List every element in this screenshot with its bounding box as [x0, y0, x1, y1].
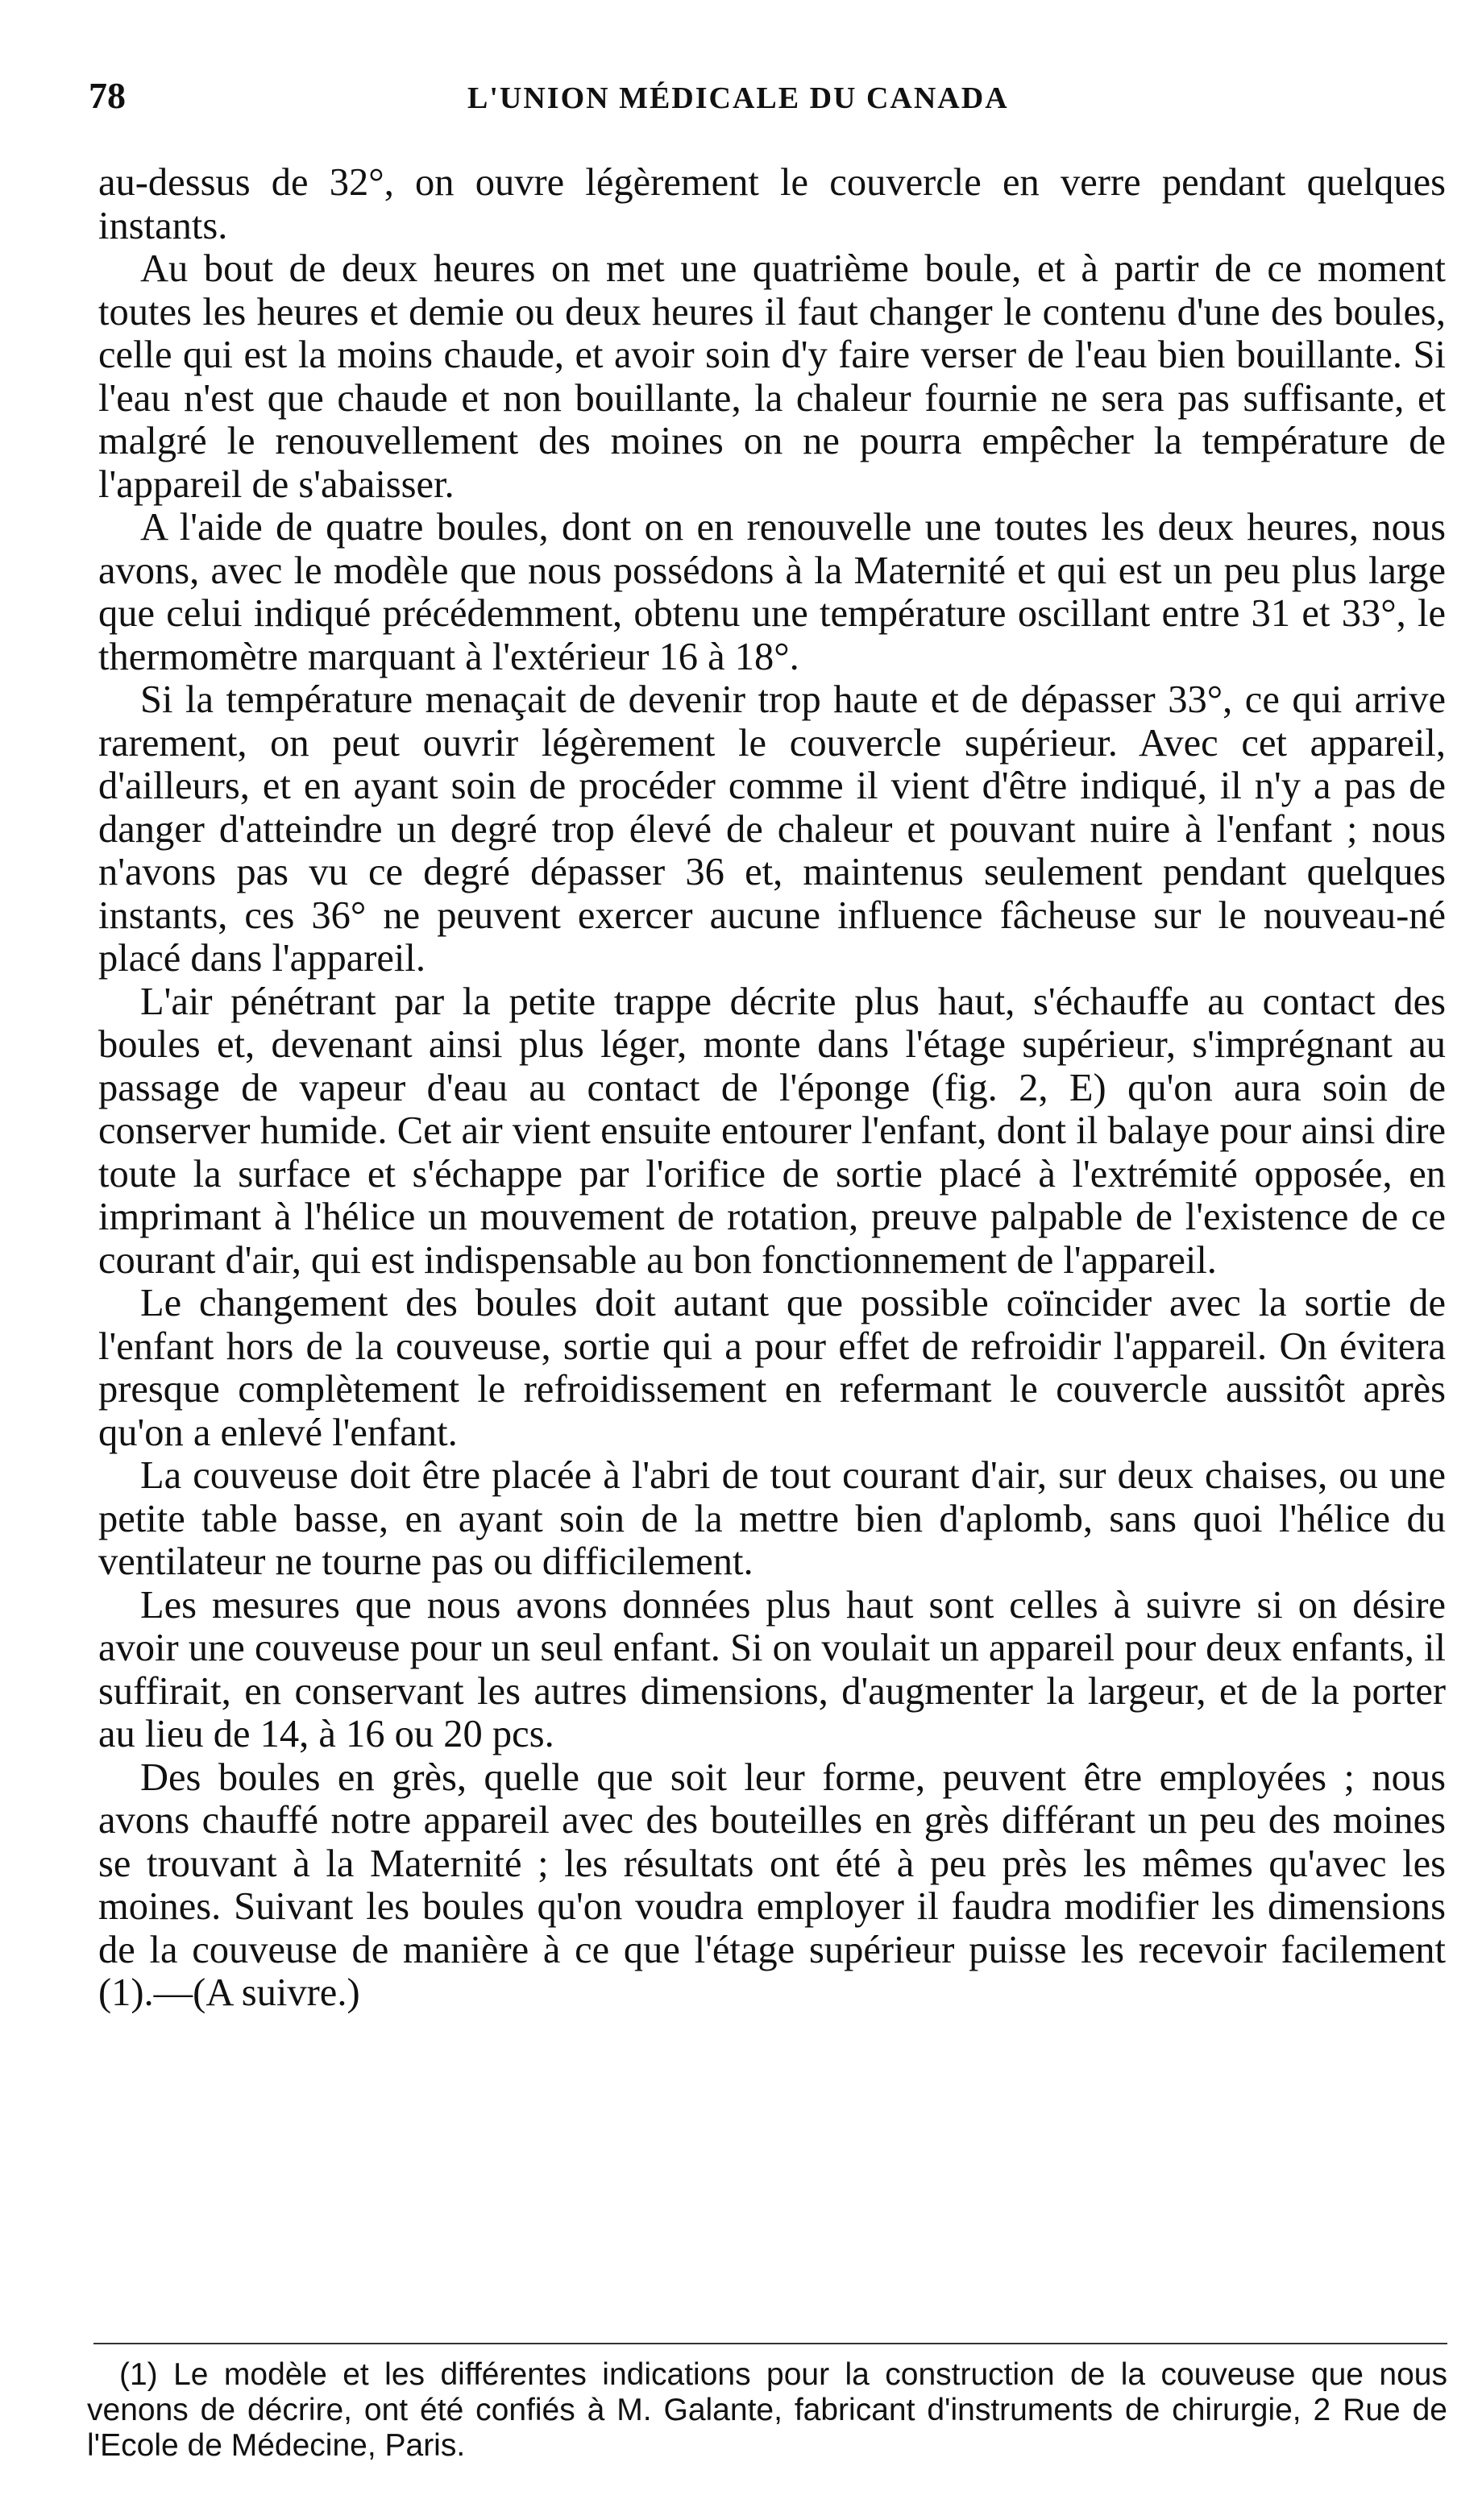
- paragraph: La couveuse doit être placée à l'abri de tout courant d'air, sur deux chaises, ou une petite table basse, en ayant soin de la mettre bien d'aplomb, sans quoi l'hélice du ventilateur ne tourne pas ou difficilement.: [98, 1454, 1446, 1583]
- paragraph: au-dessus de 32°, on ouvre légèrement le couvercle en verre pendant quelques instants.: [98, 161, 1446, 247]
- paragraph: Des boules en grès, quelle que soit leur forme, peuvent être employées ; nous avons chauffé notre appareil avec des bouteilles en grès différant un peu des moines se trouvant à la Maternité ; les résultats ont été à peu près les mêmes qu'avec les moines. Suivant les boules qu'on voudra employer il faudra modifier les dimensions de la couveuse de manière à ce que l'étage supérieur puisse les recevoir facilement (1).—(A suivre.): [98, 1755, 1446, 2014]
- paragraph: Au bout de deux heures on met une quatrième boule, et à partir de ce moment toutes les heures et demie ou deux heures il faut changer le contenu d'une des boules, celle qui est la moins chaude, et avoir soin d'y faire verser de l'eau bien bouillante. Si l'eau n'est que chaude et non bouillante, la chaleur fournie ne sera pas suffisante, et malgré le renouvellement des moines on ne pourra empêcher la température de l'appareil de s'abaisser.: [98, 247, 1446, 506]
- paragraph: A l'aide de quatre boules, dont on en renouvelle une toutes les deux heures, nous avons, avec le modèle que nous possédons à la Maternité et qui est un peu plus large que celui indiqué précédemment, obtenu une température oscillant entre 31 et 33°, le thermomètre marquant à l'extérieur 16 à 18°.: [98, 506, 1446, 678]
- paragraph: Les mesures que nous avons données plus haut sont celles à suivre si on désire avoir une couveuse pour un seul enfant. Si on voulait un appareil pour deux enfants, il suffirait, en conservant les autres dimensions, d'augmenter la largeur, et de la porter au lieu de 14, à 16 ou 20 pcs.: [98, 1583, 1446, 1755]
- paragraph: Si la température menaçait de devenir trop haute et de dépasser 33°, ce qui arrive rarement, on peut ouvrir légèrement le couvercle supérieur. Avec cet appareil, d'ailleurs, et en ayant soin de procéder comme il vient d'être indiqué, il n'y a pas de danger d'atteindre un degré trop élevé de chaleur et pouvant nuire à l'enfant ; nous n'avons pas vu ce degré dépasser 36 et, maintenus seulement pendant quelques instants, ces 36° ne peuvent exercer aucune influence fâcheuse sur le nouveau-né placé dans l'appareil.: [98, 678, 1446, 980]
- page-number: 78: [89, 75, 126, 116]
- footnote-divider: [93, 2343, 1447, 2344]
- paragraph: L'air pénétrant par la petite trappe décrite plus haut, s'échauffe au contact des boules et, devenant ainsi plus léger, monte dans l'étage supérieur, s'imprégnant au passage de vapeur d'eau au contact de l'éponge (fig. 2, E) qu'on aura soin de conserver humide. Cet air vient ensuite entourer l'enfant, dont il balaye pour ainsi dire toute la surface et s'échappe par l'orifice de sortie placé à l'extrémité opposée, en imprimant à l'hélice un mouvement de rotation, preuve palpable de l'existence de ce courant d'air, qui est indispensable au bon fonctionnement de l'appareil.: [98, 980, 1446, 1282]
- footnote: [87, 2357, 1447, 2464]
- paragraph: Le changement des boules doit autant que possible coïncider avec la sortie de l'enfant hors de la couveuse, sortie qui a pour effet de refroidir l'appareil. On évitera presque complètement le refroidissement en refermant le couvercle aussitôt après qu'on a enlevé l'enfant.: [98, 1282, 1446, 1454]
- page-header: [89, 74, 1443, 131]
- footnote-text: (1) Le modèle et les différentes indications pour la construction de la couveuse que nous venons de décrire, ont été confiés à M. Galante, fabricant d'instruments de chirurgie, 2 Rue de l'Ecole de Médecine, Paris.: [87, 2357, 1447, 2463]
- body-text: [98, 161, 1446, 2015]
- running-title: L'UNION MÉDICALE DU CANADA: [467, 81, 1009, 115]
